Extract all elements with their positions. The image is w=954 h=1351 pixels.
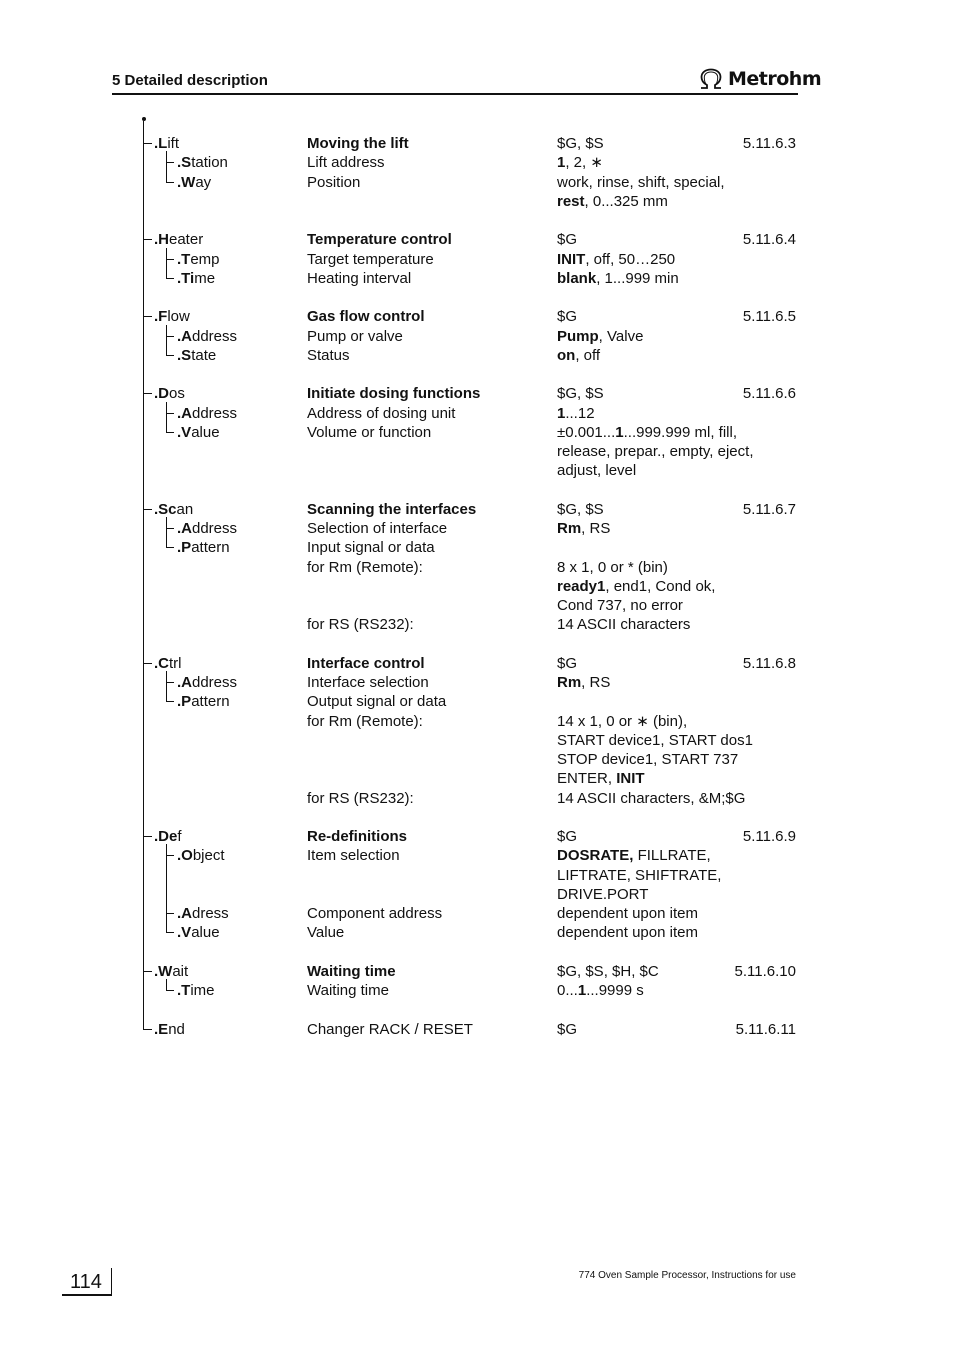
subcommand-rest: me	[194, 269, 216, 287]
subcommand	[177, 269, 215, 288]
variant-value	[557, 769, 645, 788]
command-description	[307, 500, 476, 519]
command-rest: low	[167, 308, 190, 326]
command-key: .C	[154, 654, 169, 672]
command-description	[307, 230, 452, 249]
description-bold: Moving the lift	[307, 135, 409, 152]
subcommand-key: .T	[177, 982, 191, 999]
description-bold: Initiate dosing functions	[307, 385, 481, 403]
subcommand-description: Lift address	[307, 154, 385, 172]
command-description: Changer RACK / RESET	[307, 1020, 473, 1038]
subcommand-key: .P	[177, 693, 192, 711]
subtree-trunk	[166, 979, 167, 990]
subcommand-key: .O	[177, 847, 193, 865]
subtree-trunk	[166, 844, 167, 932]
subcommand-value	[557, 346, 600, 365]
value-segment: INIT	[557, 250, 586, 268]
command-parameters: $G, $S	[557, 385, 604, 403]
subcommand	[177, 153, 228, 172]
value-segment: dependent upon item	[557, 924, 698, 942]
omega-icon	[698, 68, 724, 90]
subcommand-description: Interface selection	[307, 674, 429, 691]
value-segment: Rm	[557, 520, 582, 537]
value-segment: , RS	[581, 674, 611, 691]
command-wait	[154, 962, 188, 981]
subcommand-key: .A	[177, 404, 192, 422]
variant-value	[557, 615, 690, 634]
value-segment: blank	[557, 269, 597, 287]
subcommand-key: .P	[177, 539, 192, 557]
subtree-trunk	[166, 151, 167, 181]
variant-label: for RS (RS232):	[307, 789, 414, 807]
subcommand-key: .A	[177, 905, 192, 922]
tree-branch	[143, 143, 152, 144]
subtree-branch	[166, 432, 174, 433]
value-segment: 1	[557, 404, 566, 422]
subcommand	[177, 404, 237, 423]
value-segment: DOSRATE,	[557, 847, 634, 865]
subcommand-rest: ddress	[192, 674, 238, 691]
value-segment: Rm	[557, 674, 582, 691]
header-rule	[112, 93, 798, 95]
subcommand-key: .S	[177, 346, 192, 364]
value-segment: , off, 50…250	[585, 250, 676, 268]
subcommand-value	[557, 981, 644, 1000]
subcommand-rest: ddress	[192, 404, 238, 422]
subtree-branch	[166, 701, 174, 702]
subcommand-description: Waiting time	[307, 982, 389, 999]
section-reference: 5.11.6.7	[742, 500, 796, 518]
subcommand-value	[557, 153, 603, 172]
command-key: .W	[154, 962, 173, 980]
tree-branch	[143, 1029, 152, 1030]
subcommand-key: .A	[177, 520, 192, 537]
variant-value	[557, 789, 745, 808]
variant-value	[557, 731, 753, 750]
subtree-branch	[166, 259, 174, 260]
tree-branch	[143, 316, 152, 317]
command-key: .H	[154, 231, 169, 249]
command-rest: trl	[169, 654, 182, 672]
value-segment: rest	[557, 192, 585, 210]
subcommand	[177, 250, 220, 269]
command-heater	[154, 230, 203, 249]
command-parameters: $G, $S	[557, 500, 604, 518]
subtree-branch	[166, 682, 174, 683]
value-segment: , end1, Cond ok,	[605, 577, 716, 595]
variant-label: for RS (RS232):	[307, 616, 414, 634]
subcommand-value	[557, 173, 725, 192]
subcommand-key: .V	[177, 423, 192, 441]
subcommand	[177, 692, 230, 711]
command-parameters: $G	[557, 231, 578, 249]
subcommand-description: Value	[307, 924, 345, 942]
subcommand-value	[557, 192, 668, 211]
description-bold: Gas flow control	[307, 308, 425, 326]
subcommand	[177, 904, 229, 923]
section-reference: 5.11.6.6	[742, 385, 796, 403]
command-parameters: $G, $S, $H, $C	[557, 962, 659, 980]
subtree-branch	[166, 528, 174, 529]
subcommand-rest: attern	[191, 539, 230, 557]
subcommand-value	[557, 673, 610, 692]
command-rest: ait	[172, 962, 189, 980]
subtree-branch	[166, 932, 174, 933]
value-segment: FILLRATE,	[633, 847, 711, 865]
description-bold: Temperature control	[307, 231, 452, 249]
command-description	[307, 827, 407, 846]
subtree-branch	[166, 990, 174, 991]
subcommand-value	[557, 250, 675, 269]
value-segment: , Valve	[598, 327, 644, 345]
document-title: 774 Oven Sample Processor, Instructions for use	[578, 1270, 796, 1281]
command-rest: os	[169, 385, 185, 403]
variant-value	[557, 596, 683, 615]
description-bold: Interface control	[307, 654, 425, 672]
subcommand	[177, 423, 220, 442]
subcommand-rest: tate	[191, 346, 217, 364]
subcommand-description: Pump or valve	[307, 327, 403, 345]
command-rest: ift	[167, 135, 180, 152]
variant-label: for Rm (Remote):	[307, 558, 423, 576]
subtree-branch	[166, 182, 174, 183]
command-key: .L	[154, 135, 168, 152]
subtree-branch	[166, 355, 174, 356]
subcommand-value	[557, 904, 698, 923]
command-key: .E	[154, 1020, 169, 1038]
value-segment: LIFTRATE, SHIFTRATE,	[557, 866, 722, 884]
value-segment: 1	[577, 982, 587, 999]
command-lift	[154, 134, 179, 153]
subcommand-key: .A	[177, 674, 192, 691]
command-key: .De	[154, 828, 178, 845]
subcommand-rest: dress	[192, 905, 229, 922]
value-segment: INIT	[616, 770, 645, 788]
subtree-trunk	[166, 325, 167, 355]
subcommand-rest: ddress	[192, 520, 238, 537]
section-reference: 5.11.6.4	[742, 231, 796, 249]
command-parameters: $G, $S	[557, 135, 604, 152]
value-segment: release, prepar., empty, eject,	[557, 443, 754, 460]
subcommand-rest: attern	[191, 693, 230, 711]
value-segment: 14 ASCII characters, &M;$G	[557, 789, 746, 807]
value-segment: DRIVE.PORT	[557, 885, 649, 903]
subcommand-value	[557, 885, 648, 904]
command-description	[307, 384, 480, 403]
command-parameters: $G	[557, 654, 578, 672]
page-number-rule	[62, 1294, 112, 1296]
value-segment: , 2, ∗	[565, 154, 603, 172]
command-parameters: $G	[557, 1020, 578, 1038]
subcommand-key: .Ti	[177, 269, 195, 287]
value-segment: , 0...325 mm	[584, 192, 668, 210]
subcommand-rest: ddress	[192, 327, 238, 345]
section-reference: 5.11.6.3	[742, 135, 796, 152]
subcommand-value	[557, 866, 721, 885]
subcommand-value	[557, 923, 698, 942]
subtree-branch	[166, 413, 174, 414]
subcommand-value	[557, 327, 643, 346]
logo-text: Metrohm	[728, 68, 822, 90]
command-ctrl	[154, 654, 182, 673]
description-bold: Re-definitions	[307, 828, 407, 845]
subtree-branch	[166, 162, 174, 163]
subcommand	[177, 673, 237, 692]
subcommand-rest: alue	[191, 423, 220, 441]
command-rest: nd	[168, 1020, 185, 1038]
subcommand-value	[557, 404, 595, 423]
subcommand-value	[557, 461, 636, 480]
variant-value	[557, 558, 668, 577]
tree-branch	[143, 971, 152, 972]
command-description	[307, 654, 425, 673]
value-segment: 14 x 1, 0 or ∗ (bin),	[557, 712, 688, 730]
value-segment: 0...	[557, 982, 578, 999]
subcommand-description: Address of dosing unit	[307, 404, 456, 422]
subcommand-key: .W	[177, 173, 196, 191]
value-segment: on	[557, 346, 576, 364]
tree-branch	[143, 663, 152, 664]
subcommand-value	[557, 442, 754, 461]
value-segment: STOP device1, START 737	[557, 751, 739, 768]
value-segment: 1	[557, 154, 566, 172]
tree-branch	[143, 509, 152, 510]
value-segment: , RS	[581, 520, 611, 537]
subcommand-description: Target temperature	[307, 250, 434, 268]
subcommand-rest: ime	[190, 982, 215, 999]
command-key: .D	[154, 385, 169, 403]
subcommand	[177, 519, 237, 538]
command-description	[307, 962, 396, 981]
subcommand-description: Heating interval	[307, 269, 412, 287]
subcommand-key: .A	[177, 327, 192, 345]
tree-branch	[143, 836, 152, 837]
command-rest: f	[177, 828, 182, 845]
subcommand	[177, 923, 220, 942]
section-reference: 5.11.6.5	[742, 308, 796, 326]
subcommand-rest: ay	[195, 173, 212, 191]
subcommand	[177, 846, 225, 865]
value-segment: , off	[575, 346, 601, 364]
subcommand-rest: emp	[190, 250, 220, 268]
command-key: .Sc	[154, 500, 177, 518]
subtree-trunk	[166, 248, 167, 278]
subcommand-description: Input signal or data	[307, 539, 435, 557]
subcommand-key: .S	[177, 154, 192, 172]
subcommand	[177, 327, 237, 346]
tree-branch	[143, 393, 152, 394]
subcommand-description: Position	[307, 173, 361, 191]
subcommand-description: Item selection	[307, 847, 400, 865]
value-segment: ...999.999 ml, fill,	[623, 423, 738, 441]
subcommand-value	[557, 519, 610, 538]
value-segment: , 1...999 min	[596, 269, 679, 287]
value-segment: adjust, level	[557, 462, 637, 480]
subcommand	[177, 538, 230, 557]
section-reference: 5.11.6.9	[742, 828, 796, 845]
subcommand-description: Component address	[307, 905, 443, 922]
value-segment: START device1, START dos1	[557, 731, 753, 749]
subcommand	[177, 173, 211, 192]
page-number-tick	[111, 1268, 112, 1296]
subcommand-rest: tation	[191, 154, 228, 172]
subcommand	[177, 981, 215, 1000]
section-title: 5 Detailed description	[112, 72, 268, 89]
command-def	[154, 827, 182, 846]
command-key: .F	[154, 308, 168, 326]
value-segment: ...12	[565, 404, 595, 422]
variant-value	[557, 750, 738, 769]
subcommand-rest: alue	[191, 924, 220, 942]
subcommand-value	[557, 423, 737, 442]
command-flow	[154, 307, 190, 326]
subtree-branch	[166, 336, 174, 337]
command-rest: eater	[169, 231, 204, 249]
variant-label: for Rm (Remote):	[307, 712, 423, 730]
command-parameters: $G	[557, 828, 578, 845]
command-description	[307, 307, 425, 326]
subcommand-value	[557, 846, 711, 865]
metrohm-logo	[698, 66, 821, 92]
description-bold: Waiting time	[307, 962, 396, 980]
subtree-trunk	[166, 517, 167, 547]
value-segment: 14 ASCII characters	[557, 616, 691, 634]
subtree-branch	[166, 278, 174, 279]
section-reference: 5.11.6.11	[735, 1020, 796, 1038]
subcommand-description: Status	[307, 346, 350, 364]
value-segment: 8 x 1, 0 or * (bin)	[557, 558, 668, 576]
tree-branch	[143, 239, 152, 240]
subcommand-key: .V	[177, 924, 192, 942]
value-segment: 1	[615, 423, 624, 441]
variant-value	[557, 577, 715, 596]
value-segment: ...9999 s	[586, 982, 644, 999]
subcommand-key: .T	[177, 250, 191, 268]
subcommand-rest: bject	[192, 847, 225, 865]
variant-value	[557, 712, 687, 731]
subcommand-description: Volume or function	[307, 423, 432, 441]
subtree-branch	[166, 913, 174, 914]
subtree-branch	[166, 855, 174, 856]
value-segment: dependent upon item	[557, 905, 698, 922]
subtree-trunk	[166, 671, 167, 701]
subcommand-description: Selection of interface	[307, 520, 448, 537]
value-segment: ENTER,	[557, 770, 617, 788]
subcommand-value	[557, 269, 679, 288]
section-reference: 5.11.6.8	[742, 654, 796, 672]
subtree-trunk	[166, 402, 167, 432]
value-segment: ready1	[557, 577, 606, 595]
command-rest: an	[176, 500, 194, 518]
subcommand-description: Output signal or data	[307, 693, 447, 711]
command-description	[307, 134, 409, 153]
command-parameters: $G	[557, 308, 578, 326]
subcommand	[177, 346, 216, 365]
tree-trunk	[143, 121, 144, 1029]
description-bold: Scanning the interfaces	[307, 500, 477, 518]
value-segment: ±0.001...	[557, 423, 616, 441]
section-reference: 5.11.6.10	[734, 962, 796, 980]
command-end	[154, 1020, 185, 1039]
subtree-branch	[166, 547, 174, 548]
value-segment: work, rinse, shift, special,	[557, 173, 725, 191]
value-segment: Pump	[557, 327, 599, 345]
command-scan	[154, 500, 193, 519]
page-number: 114	[70, 1271, 102, 1293]
value-segment: Cond 737, no error	[557, 597, 683, 614]
command-dos	[154, 384, 185, 403]
